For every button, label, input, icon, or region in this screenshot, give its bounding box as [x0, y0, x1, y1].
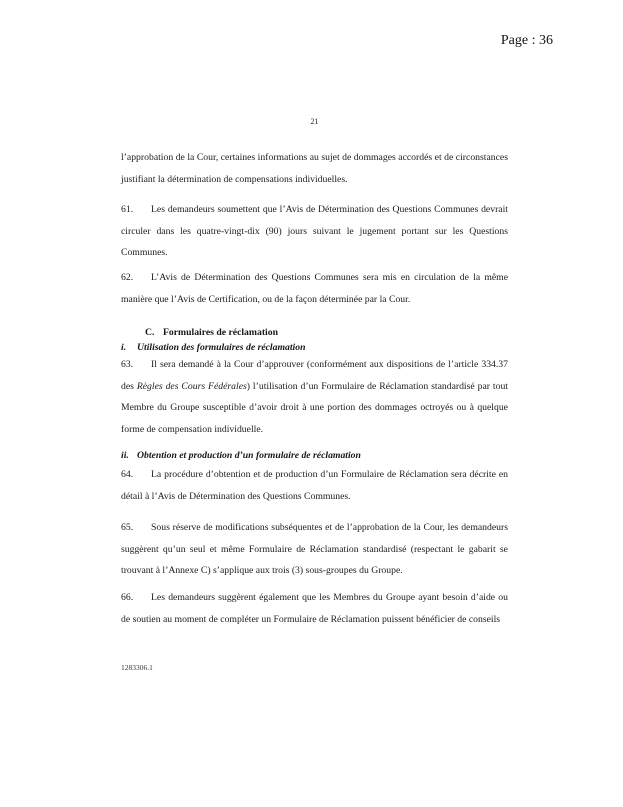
paragraph-64-number: 64. [121, 469, 134, 480]
paragraph-62-text: L’Avis de Détermination des Questions Communes sera mis en circulation de la même manière que l’Avis de Certification, ou de la façon déterminée par la Cour. [121, 272, 508, 305]
paragraph-62 [121, 267, 508, 310]
subsection-heading-ii [121, 449, 508, 463]
section-heading-c-text: Formulaires de réclamation [163, 327, 278, 338]
paragraph-64-text: La procédure d’obtention et de production d’un Formulaire de Réclamation sera décrite en détail à l’Avis de Détermination des Questions Communes. [121, 469, 508, 502]
paragraph-63-number: 63. [121, 359, 134, 370]
paragraph-64 [121, 464, 508, 507]
paragraph-61 [121, 199, 508, 264]
internal-page-number: 21 [310, 117, 319, 126]
subsection-heading-i [121, 341, 508, 355]
paragraph-65 [121, 517, 508, 582]
paragraph-66-text: Les demandeurs suggèrent également que les Membres du Groupe ayant besoin d’aide ou de soutien au moment de compléter un Formulaire de Réclamation puissent bénéficier de conseils [121, 592, 508, 625]
paragraph-61-text: Les demandeurs soumettent que l’Avis de Détermination des Questions Communes devrait circuler dans les quatre-vingt-dix (90) jours suivant le jugement portant sur les Questions Communes. [121, 204, 508, 258]
paragraph-61-number: 61. [121, 204, 134, 215]
section-heading-c [121, 326, 532, 340]
header-page-number: Page : 36 [500, 33, 553, 48]
paragraph-65-text: Sous réserve de modifications subséquentes et de l’approbation de la Cour, les demandeurs suggèrent qu’un seul et même Formulaire de Réclamation standardisé (respectant le gabarit se trouvant à l’Annexe C) s’applique aux trois (3) sous-groupes du Groupe. [121, 522, 508, 576]
paragraph-continuation: l’approbation de la Cour, certaines informations au sujet de dommages accordés et de circonstances justifiant la détermination de compensations individuelles. [121, 152, 508, 185]
paragraph-66-number: 66. [121, 592, 134, 603]
paragraph-63 [121, 354, 508, 440]
subsection-heading-ii-number: ii. [121, 450, 129, 461]
paragraph-63-text-pre: Il sera demandé à la Cour d’approuver (conformément aux dispositions de l’article 334.37 des [121, 359, 508, 392]
footer-document-number: 1283306.1 [121, 663, 153, 672]
paragraph-65-number: 65. [121, 522, 134, 533]
subsection-heading-ii-text: Obtention et production d’un formulaire de réclamation [137, 450, 361, 461]
subsection-heading-i-text: Utilisation des formulaires de réclamation [137, 342, 306, 353]
section-heading-c-number: C. [145, 327, 155, 338]
subsection-heading-i-number: i. [121, 342, 127, 353]
paragraph-63-citation: Règles des Cours Fédérales [136, 380, 247, 392]
paragraph-63-text-post: ) l’utilisation d’un Formulaire de Réclamation standardisé par tout Membre du Groupe susceptible d’avoir droit à une portion des dommages octroyés ou à quelque forme de compensation individuelle. [121, 380, 508, 435]
paragraph-66 [121, 587, 508, 630]
paragraph-62-number: 62. [121, 272, 134, 283]
